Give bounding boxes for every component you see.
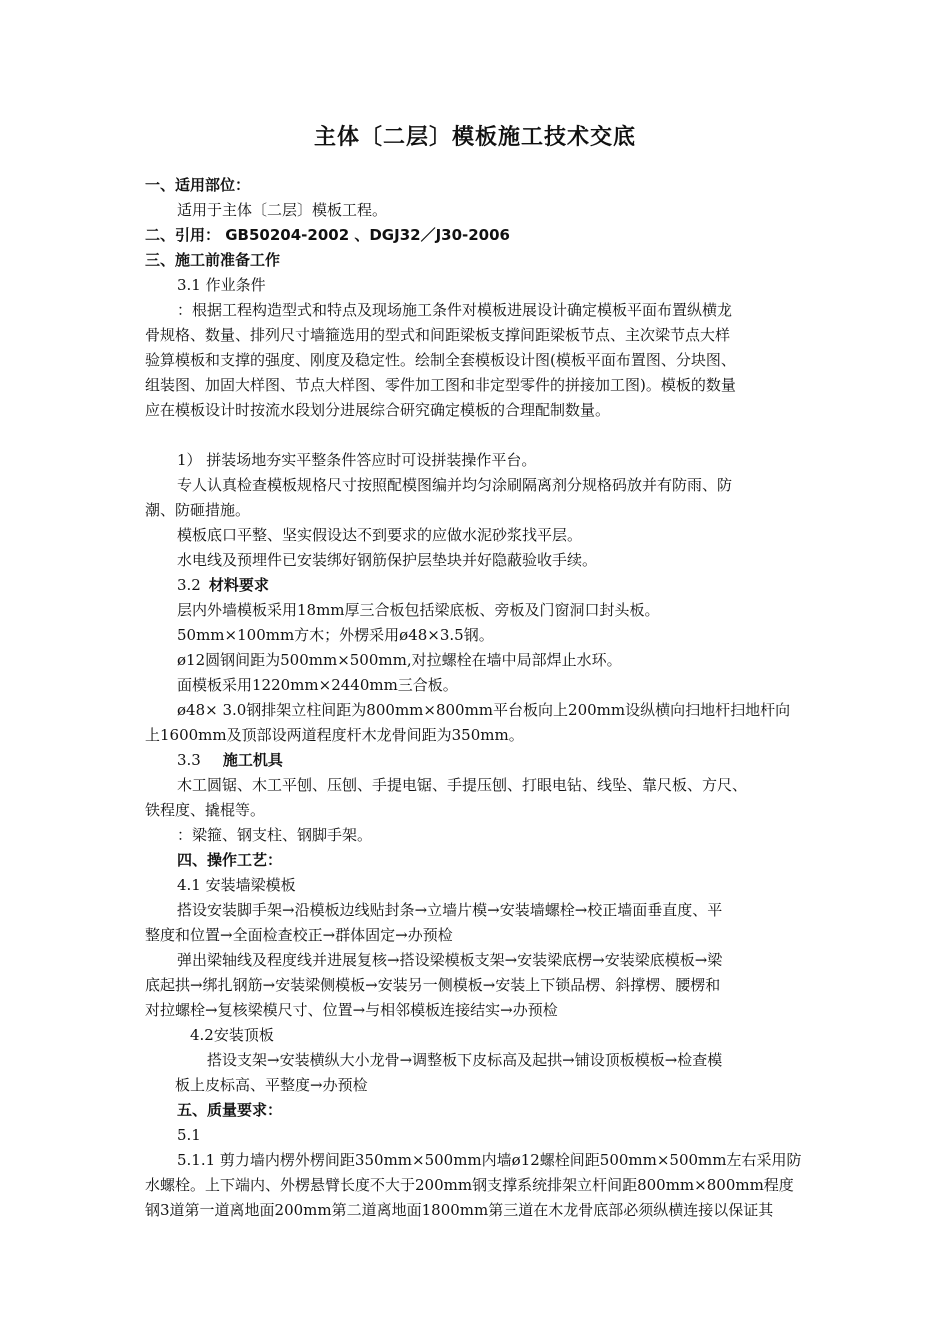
paragraph-line: ：梁箍、钢支柱、钢脚手架。 <box>177 826 373 844</box>
section-heading-4: 四、操作工艺： <box>177 851 283 869</box>
paragraph-line: 验算模板和支撑的强度、刚度及稳定性。绘制全套模板设计图(模板平面布置图、分块图、 <box>145 351 736 369</box>
paragraph-line: 钢3道第一道离地面200mm第二道离地面1800mm第三道在木龙骨底部必须纵横连接以保证其 <box>145 1201 774 1219</box>
paragraph-line: 搭设支架→安装横纵大小龙骨→调整板下皮标高及起拱→铺设顶板模板→检查模 <box>207 1051 723 1069</box>
subsection-3-3 <box>177 748 857 772</box>
paragraph-line: 专人认真检查模板规格尺寸按照配模图编并均匀涂刷隔离剂分规格码放并有防雨、防 <box>177 476 733 494</box>
subsection-5-1: 5.1 <box>177 1126 201 1144</box>
paragraph-line: 5.1.1 剪力墙内楞外楞间距350mm×500mm内墙ø12螺栓间距500mm×500mm左右采用防 <box>177 1151 802 1169</box>
paragraph-line: 适用于主体〔二层〕模板工程。 <box>177 201 388 219</box>
subsection-3-3-number: 3.3 <box>177 751 201 769</box>
reference-text: 二、引用： GB50204-2002 、DGJ32／J30-2006 <box>145 226 510 244</box>
paragraph-line: ø48× 3.0钢排架立柱间距为800mm×800mm平台板向上200mm设纵横向扫地杆扫地杆向 <box>177 701 791 719</box>
paragraph-line: 组装图、加固大样图、节点大样图、零件加工图和非定型零件的拼接加工图)。模板的数量 <box>145 376 736 394</box>
paragraph-line: 骨规格、数量、排列尺寸墙箍选用的型式和间距梁板支撑间距梁板节点、主次梁节点大样 <box>145 326 731 344</box>
paragraph-line: 铁程度、撬棍等。 <box>145 801 266 819</box>
paragraph-line: 木工圆锯、木工平刨、压刨、手提电锯、手提压刨、打眼电钻、线坠、靠尺板、方尺、 <box>177 776 748 794</box>
paragraph-line: 上1600mm及顶部设两道程度杆木龙骨间距为350mm。 <box>145 726 524 744</box>
paragraph-line: 搭设安装脚手架→沿模板边线贴封条→立墙片模→安装墙螺栓→校正墙面垂直度、平 <box>177 901 723 919</box>
reference-line <box>145 223 825 247</box>
subsection-3-3-title: 施工机具 <box>222 751 283 769</box>
subsection-3-1: 3.1 作业条件 <box>177 276 266 294</box>
paragraph-line: 弹出梁轴线及程度线并进展复核→搭设梁模板支架→安装梁底楞→安装梁底模板→梁 <box>177 951 723 969</box>
paragraph-line: 应在模板设计时按流水段划分进展综合研究确定模板的合理配制数量。 <box>145 401 611 419</box>
list-item-1: 1） 拼装场地夯实平整条件答应时可设拼装操作平台。 <box>177 451 537 469</box>
paragraph-line: 水螺栓。上下端内、外楞悬臂长度不大于200mm钢支撑系统排架立杆间距800mm×800mm程度 <box>145 1176 794 1194</box>
paragraph-line: 50mm×100mm方木；外楞采用ø48×3.5钢。 <box>177 626 494 644</box>
paragraph-line: 板上皮标高、平整度→办预检 <box>175 1076 368 1094</box>
section-heading-1: 一、适用部位： <box>145 176 251 194</box>
section-heading-5: 五、质量要求： <box>177 1101 283 1119</box>
paragraph-line: 底起拱→绑扎钢筋→安装梁侧模板→安装另一侧模板→安装上下锁品楞、斜撑楞、腰楞和 <box>145 976 721 994</box>
paragraph-line: 模板底口平整、坚实假设达不到要求的应做水泥砂浆找平层。 <box>177 526 583 544</box>
paragraph-line: 水电线及预埋件已安装绑好钢筋保护层垫块并好隐蔽验收手续。 <box>177 551 598 569</box>
paragraph-line: 对拉螺栓→复核梁模尺寸、位置→与相邻模板连接结实→办预检 <box>145 1001 558 1019</box>
paragraph-line: 面模板采用1220mm×2440mm三合板。 <box>177 676 458 694</box>
paragraph-line: 整度和位置→全面检查校正→群体固定→办预检 <box>145 926 453 944</box>
paragraph-line: 潮、防砸措施。 <box>145 501 251 519</box>
subsection-4-1: 4.1 安装墙梁模板 <box>177 876 296 894</box>
subsection-3-2-number: 3.2 <box>177 576 201 594</box>
section-heading-3: 三、施工前准备工作 <box>145 251 281 269</box>
subsection-4-2: 4.2安装顶板 <box>190 1026 274 1044</box>
paragraph-line: ：根据工程构造型式和特点及现场施工条件对模板进展设计确定模板平面布置纵横龙 <box>177 301 733 319</box>
subsection-3-2-title: 材料要求 <box>208 576 269 594</box>
document-title: 主体〔二层〕模板施工技术交底 <box>313 125 636 150</box>
subsection-3-2 <box>177 573 857 597</box>
paragraph-line: 层内外墙模板采用18mm厚三合板包括梁底板、旁板及门窗洞口封头板。 <box>177 601 660 619</box>
paragraph-line: ø12圆钢间距为500mm×500mm,对拉螺栓在墙中局部焊止水环。 <box>177 651 622 669</box>
